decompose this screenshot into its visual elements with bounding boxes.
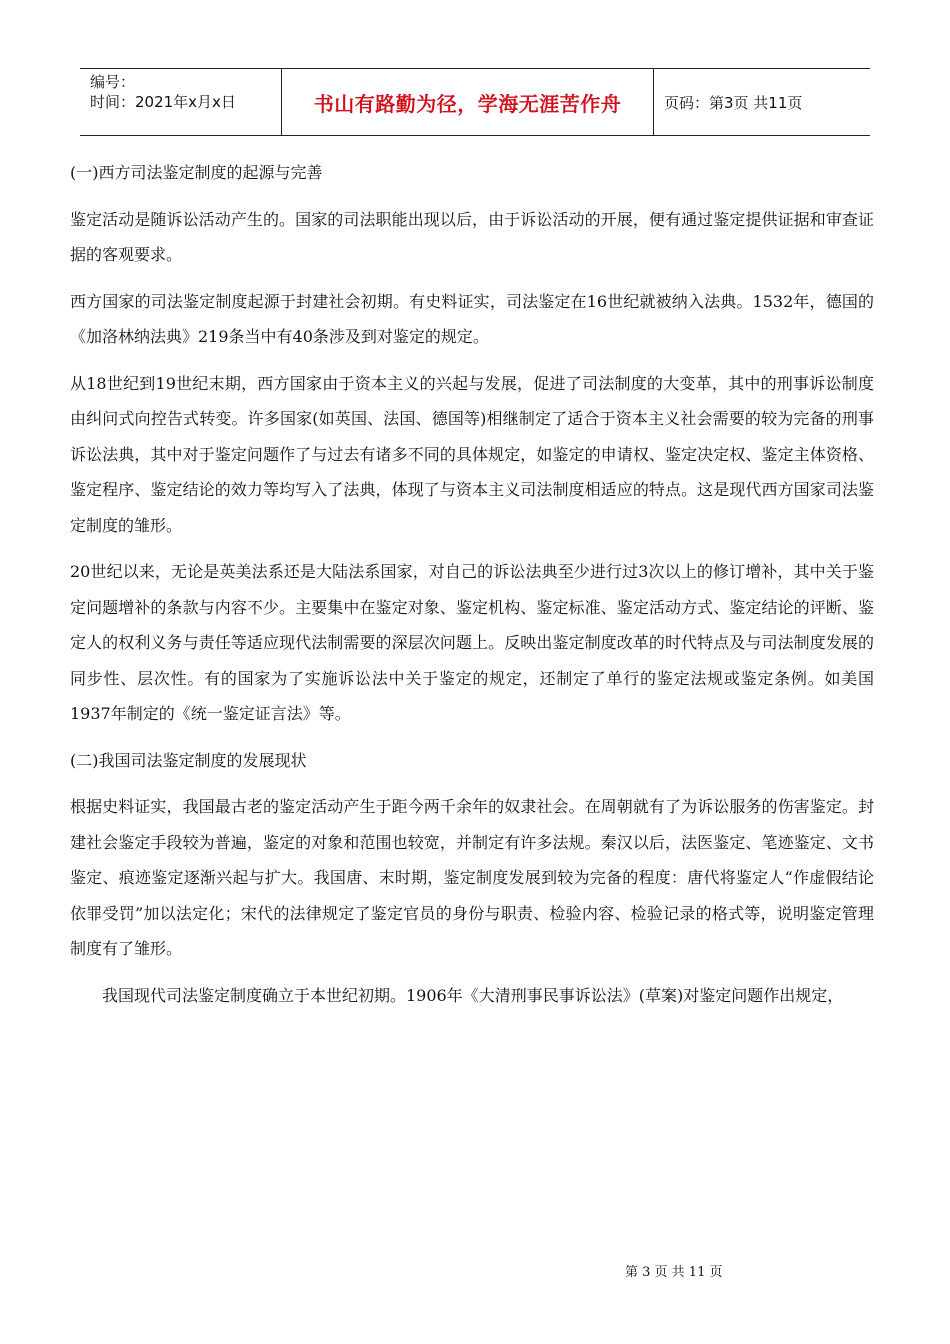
section-heading-china: (二)我国司法鉴定制度的发展现状 <box>70 750 307 770</box>
paragraph: 我国现代司法鉴定制度确立于本世纪初期。1906年《大清刑事民事诉讼法》(草案)对鉴定问题作出规定， <box>102 985 844 1005</box>
document-body <box>70 155 874 1024</box>
document-date: 时间：2021年x月x日 <box>90 93 236 111</box>
section-heading-western: (一)西方司法鉴定制度的起源与完善 <box>70 163 323 182</box>
paragraph: 鉴定活动是随诉讼活动产生的。国家的司法职能出现以后，由于诉讼活动的开展，便有通过鉴定提供证据和审查证据的客观要求。 <box>70 209 874 264</box>
header-meta <box>80 69 282 135</box>
footer-page-number: 第 3 页 共 11 页 <box>625 1265 723 1280</box>
header-motto: 书山有路勤为径，学海无涯苦作舟 <box>282 69 654 135</box>
paragraph: 西方国家的司法鉴定制度起源于封建社会初期。有史料证实，司法鉴定在16世纪就被纳入法典。1532年，德国的《加洛林纳法典》219条当中有40条涉及到对鉴定的规定。 <box>70 291 874 346</box>
page-header <box>80 68 870 136</box>
paragraph: 根据史料证实，我国最古老的鉴定活动产生于距今两千余年的奴隶社会。在周朝就有了为诉讼服务的伤害鉴定。封建社会鉴定手段较为普遍，鉴定的对象和范围也较宽，并制定有许多法规。秦汉以后，法医鉴定、笔迹鉴定、文书鉴定、痕迹鉴定逐渐兴起与扩大。我国唐、末时期，鉴定制度发展到较为完备的程度：唐代将鉴定人“作虚假结论依罪受罚”加以法定化；宋代的法律规定了鉴定官员的身份与职责、检验内容、检验记录的格式等，说明鉴定管理制度有了雏形。 <box>70 797 874 958</box>
paragraph: 20世纪以来，无论是英美法系还是大陆法系国家，对自己的诉讼法典至少进行过3次以上的修订增补，其中关于鉴定问题增补的条款与内容不少。主要集中在鉴定对象、鉴定机构、鉴定标准、鉴定活动方式、鉴定结论的评断、鉴定人的权利义务与责任等适应现代法制需要的深层次问题上。反映出鉴定制度改革的时代特点及与司法制度发展的同步性、层次性。有的国家为了实施诉讼法中关于鉴定的规定，还制定了单行的鉴定法规或鉴定条例。如美国1937年制定的《统一鉴定证言法》等。 <box>70 562 874 723</box>
paragraph: 从18世纪到19世纪末期，西方国家由于资本主义的兴起与发展，促进了司法制度的大变革，其中的刑事诉讼制度由纠问式向控告式转变。许多国家(如英国、法国、德国等)相继制定了适合于资本主义社会需要的较为完备的刑事诉讼法典，其中对于鉴定问题作了与过去有诸多不同的具体规定，如鉴定的申请权、鉴定决定权、鉴定主体资格、鉴定程序、鉴定结论的效力等均写入了法典，体现了与资本主义司法制度相适应的特点。这是现代西方国家司法鉴定制度的雏形。 <box>70 373 874 535</box>
header-page-info: 页码：第3页 共11页 <box>664 93 803 112</box>
document-number-label: 编号： <box>90 73 136 91</box>
